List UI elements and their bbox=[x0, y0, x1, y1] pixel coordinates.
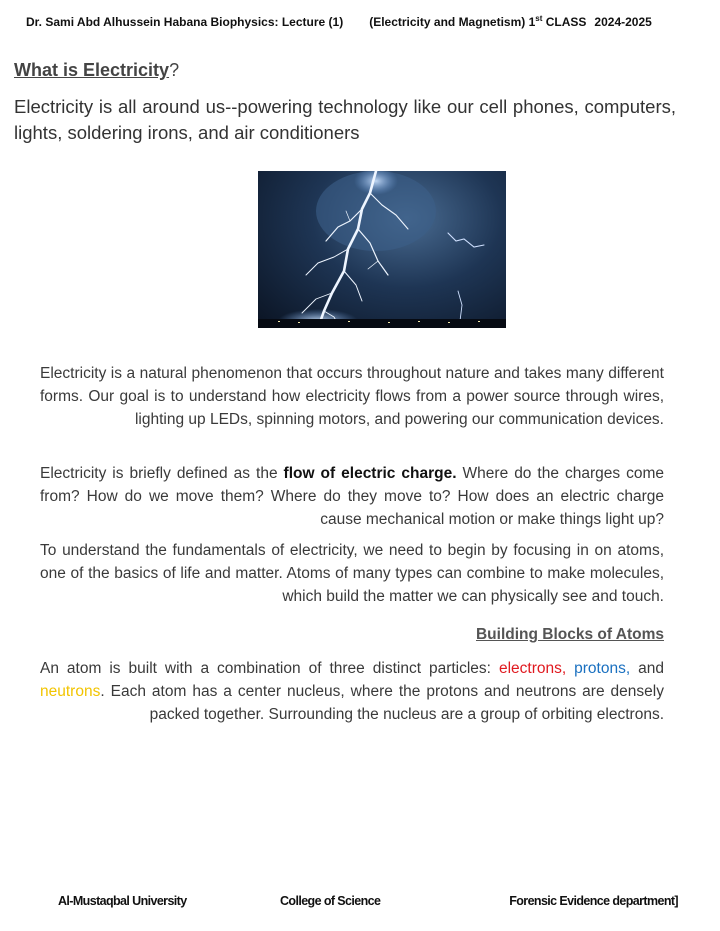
lightning-photo bbox=[258, 171, 506, 328]
definition-bold: flow of electric charge. bbox=[283, 465, 457, 482]
header-year: 2024-2025 bbox=[594, 15, 652, 29]
header-topic: (Electricity and Magnetism) bbox=[369, 15, 526, 29]
section-text-and: and bbox=[638, 660, 664, 677]
header-class-suffix: st bbox=[535, 14, 543, 23]
section-text-start: An atom is built with a combination of three distinct particles: bbox=[40, 660, 499, 677]
paragraph-definition bbox=[40, 462, 664, 531]
intro-paragraph: Electricity is all around us--powering technology like our cell phones, computers, lights, soldering irons, and air conditioners bbox=[14, 96, 676, 143]
page-header bbox=[26, 14, 706, 29]
section-text-end: . Each atom has a center nucleus, where the protons and neutrons are densely packed together. Surrounding the nucleus are a group of orbiting electrons. bbox=[100, 683, 664, 723]
paragraph-building-blocks bbox=[40, 657, 664, 726]
electrons-term: electrons, bbox=[498, 660, 567, 677]
footer-department: Forensic Evidence department] bbox=[509, 894, 678, 908]
footer-college: College of Science bbox=[280, 894, 381, 908]
header-class-number: 1 bbox=[528, 15, 536, 29]
header-class-word: CLASS bbox=[545, 15, 587, 29]
page-title bbox=[14, 60, 179, 81]
title-heading: What is Electricity bbox=[14, 60, 170, 80]
neutrons-term: neutrons bbox=[40, 683, 101, 700]
header-course: Biophysics: Lecture (1) bbox=[210, 15, 344, 29]
header-author: Dr. Sami Abd Alhussein Habana bbox=[26, 15, 208, 29]
lightning-icon bbox=[258, 171, 506, 328]
section-heading: Building Blocks of Atoms bbox=[475, 626, 664, 643]
definition-text-start: Electricity is briefly defined as the bbox=[40, 465, 284, 482]
footer-university: Al-Mustaqbal University bbox=[58, 894, 187, 908]
paragraph-atoms: To understand the fundamentals of electricity, we need to begin by focusing in on atoms, one of the basics of life and matter. Atoms of many types can combine to make molecules, which build the matter we can physically see and touch. bbox=[40, 542, 664, 605]
paragraph-nature: Electricity is a natural phenomenon that occurs throughout nature and takes many different forms. Our goal is to understand how electricity flows from a power source through wires, lighting up LEDs, spinning motors, and powering our communication devices. bbox=[40, 365, 664, 428]
definition-text-end: Where do the charges come from? How do we move them? Where do they move to? How does an electric charge cause mechanical motion or make things light up? bbox=[40, 465, 664, 528]
title-mark: ? bbox=[169, 60, 180, 80]
protons-term: protons, bbox=[574, 660, 631, 677]
